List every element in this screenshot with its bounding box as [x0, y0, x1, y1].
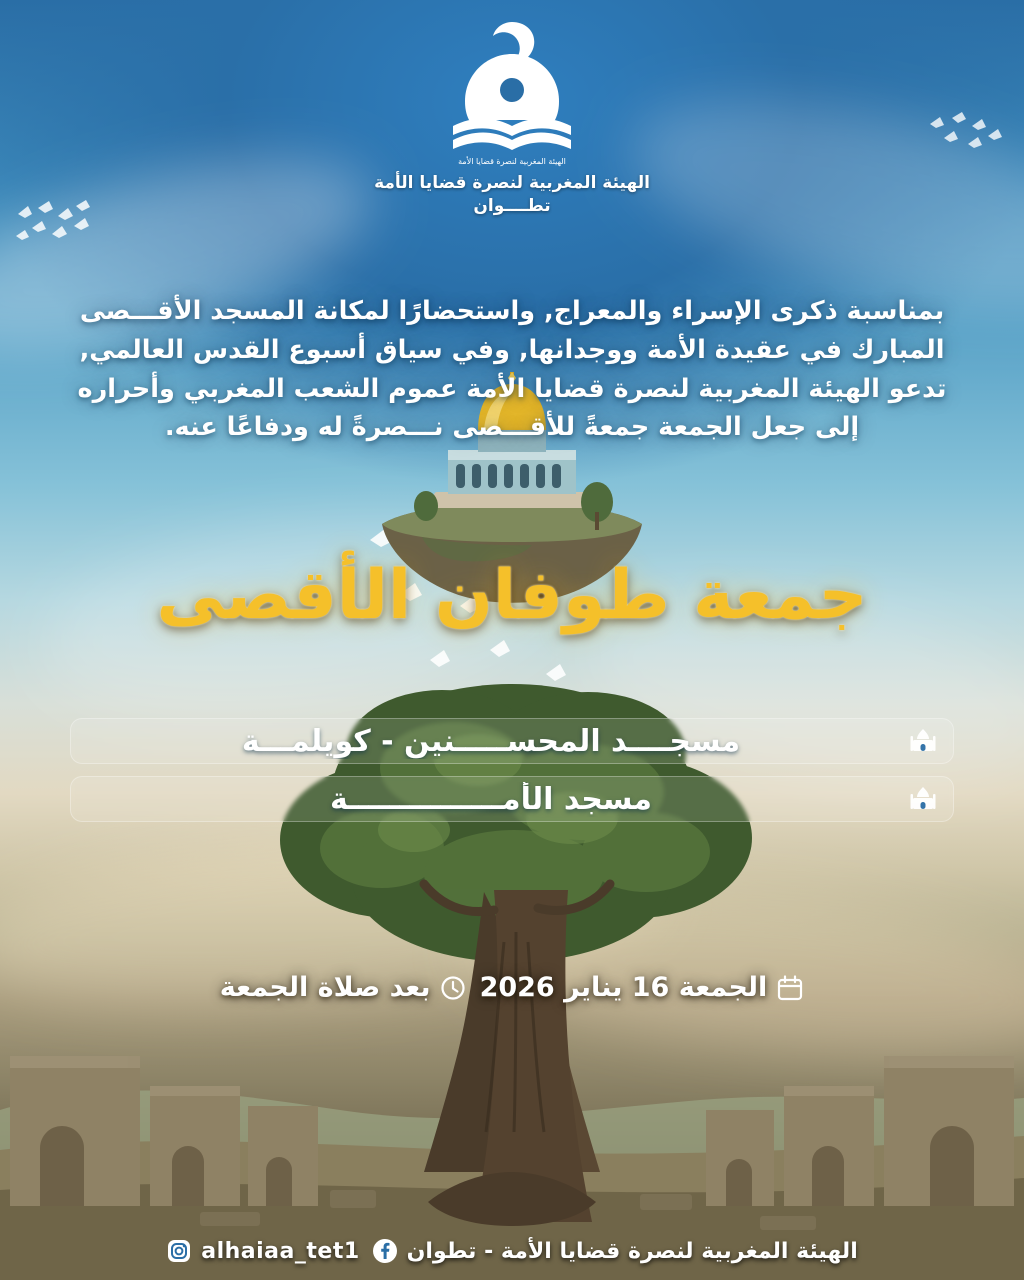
intro-paragraph-block: [60, 292, 964, 447]
intro-paragraph: بمناسبة ذكرى الإسراء والمعراج, واستحضارًا لمكانة المسجد الأقـــصى المبارك في عقيدة الأمة ووجدانها, وفي سياق أسبوع القدس العالمي, تدعو الهيئة المغربية لنصرة قضايا الأمة عموم الشعب المغربي وأحراره إلى جعل الجمعة جمعةً للأقـــصى نـــصرةً له ودفاعًا عنه.: [77, 296, 947, 443]
organization-name-line2: تطــــوان: [473, 195, 551, 216]
date-segment: [480, 972, 805, 1003]
list-item: [70, 776, 954, 822]
organization-name-line1: الهيئة المغربية لنصرة قضايا الأمة: [374, 173, 650, 193]
organization-logo-block: [0, 18, 1024, 218]
mosque-icon: [909, 727, 937, 755]
facebook-entry[interactable]: [372, 1238, 858, 1264]
event-date: الجمعة 16 يناير 2026: [479, 972, 768, 1003]
clock-icon: [440, 975, 466, 1001]
time-segment: [220, 972, 466, 1003]
logo-inner-text: الهيئة المغربية لنصرة قضايا الأمة: [458, 157, 566, 166]
venue-label: مسجــــد المحســـــنين - كويلمـــة: [241, 723, 741, 759]
instagram-icon[interactable]: [166, 1238, 192, 1264]
venue-list: [70, 718, 954, 822]
instagram-entry[interactable]: [166, 1238, 359, 1264]
list-item: [70, 718, 954, 764]
venue-label: مسجد الأمـــــــــــــــة: [330, 781, 652, 817]
schedule-bar: [0, 972, 1024, 1003]
organization-name: [374, 172, 650, 218]
social-footer: [0, 1238, 1024, 1264]
instagram-handle: alhaiaa_tet1: [201, 1238, 360, 1264]
facebook-page-name: الهيئة المغربية لنصرة قضايا الأمة - تطوان: [406, 1238, 858, 1264]
mosque-icon: [909, 785, 937, 813]
crescent-book-logo-icon: [437, 18, 587, 168]
event-time: بعد صلاة الجمعة: [219, 972, 431, 1003]
page-title: جمعة طوفان الأقصى: [156, 556, 868, 635]
calendar-icon: [776, 974, 804, 1002]
facebook-icon[interactable]: [372, 1238, 398, 1264]
